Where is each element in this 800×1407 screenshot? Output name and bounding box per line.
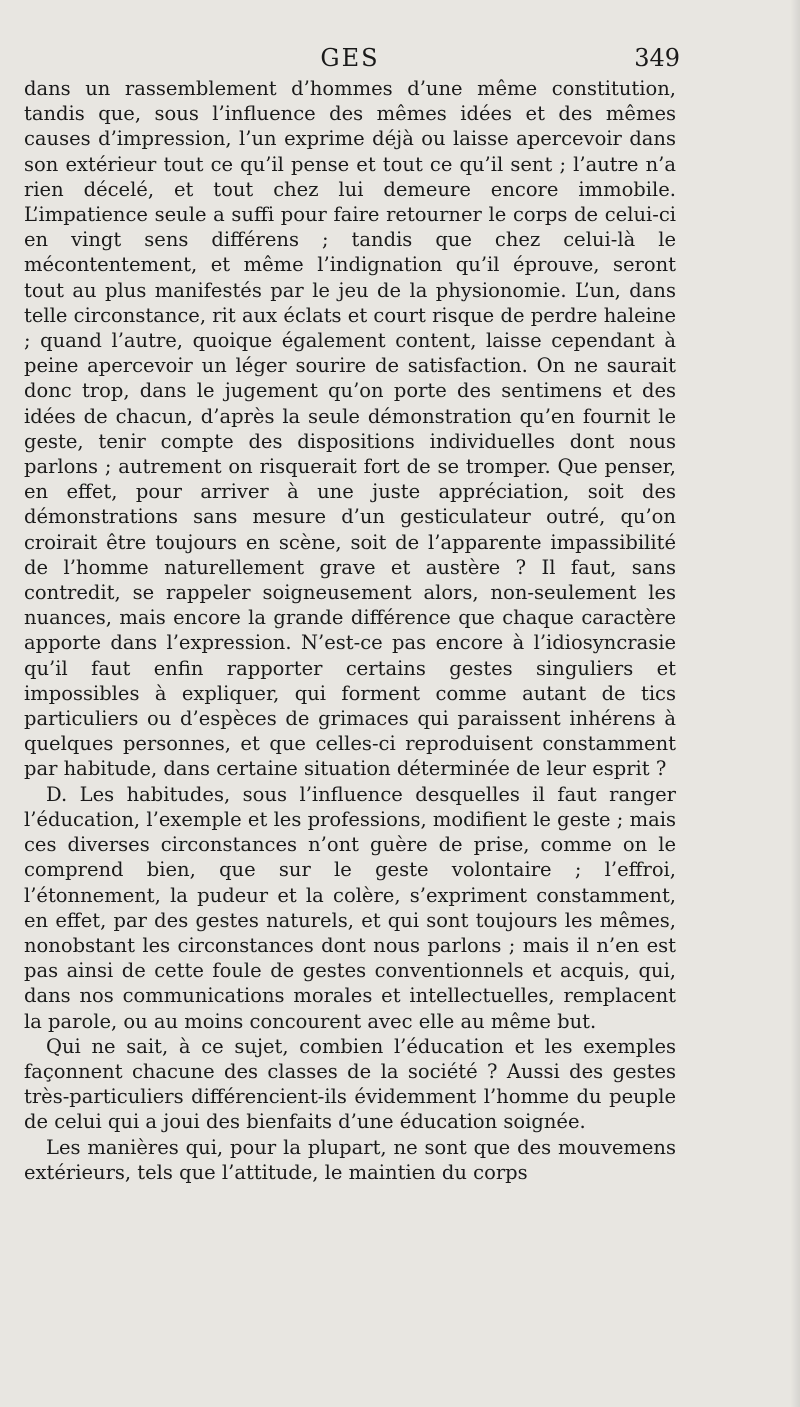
page-header [24,40,680,74]
paragraph-3: Qui ne sait, à ce sujet, combien l’éducation et les exemples façonnent chacune des classes de la société ? Aussi des gestes très-particuliers différencient-ils évidemment l’homme du peuple de celui qui a joui des bienfaits d’une éducation soignée. [24,1034,676,1134]
paragraph-4: Les manières qui, pour la plupart, ne sont que des mouvemens extérieurs, tels que l’attitude, le maintien du corps [24,1135,676,1184]
body-text [24,76,676,1185]
page-edge-shadow [790,0,800,1407]
page-number: 349 [634,44,680,72]
running-head: GES [320,44,380,72]
paragraph-1: dans un rassemblement d’hommes d’une même constitution, tandis que, sous l’influence des mêmes idées et des mêmes causes d’impression, l’un exprime déjà ou laisse apercevoir dans son extérieur tout ce qu’il pense et tout ce qu’il sent ; l’autre n’a rien décelé, et tout chez lui demeure encore immobile. L’impatience seule a suffi pour faire retourner le corps de celui-ci en vingt sens différens ; tandis que chez celui-là le mécontentement, et même l’indignation qu’il éprouve, seront tout au plus manifestés par le jeu de la physionomie. L’un, dans telle circonstance, rit aux éclats et court risque de perdre haleine ; quand l’autre, quoique également content, laisse cependant à peine apercevoir un léger sourire de satisfaction. On ne saurait donc trop, dans le jugement qu’on porte des sentimens et des idées de chacun, d’après la seule démonstration qu’en fournit le geste, tenir compte des dispositions individuelles dont nous parlons ; autrement on risquerait fort de se tromper. Que penser, en effet, pour arriver à une juste appréciation, soit des démonstrations sans mesure d’un gesticulateur outré, qu’on croirait être toujours en scène, soit de l’apparente impassibilité de l’homme naturellement grave et austère ? Il faut, sans contredit, se rappeler soigneusement alors, non-seulement les nuances, mais encore la grande différence que chaque caractère apporte dans l’expression. N’est-ce pas encore à l’idiosyncrasie qu’il faut enfin rapporter certains gestes singuliers et impossibles à expliquer, qui forment comme autant de tics particuliers ou d’espèces de grimaces qui paraissent inhérens à quelques personnes, et que celles-ci reproduisent constamment par habitude, dans certaine situation déterminée de leur esprit ? [24,77,676,781]
paragraph-2: D. Les habitudes, sous l’influence desquelles il faut ranger l’éducation, l’exemple et les professions, modifient le geste ; mais ces diverses circonstances n’ont guère de prise, comme on le comprend bien, que sur le geste volontaire ; l’effroi, l’étonnement, la pudeur et la colère, s’expriment constamment, en effet, par des gestes naturels, et qui sont toujours les mêmes, nonobstant les circonstances dont nous parlons ; mais il n’en est pas ainsi de cette foule de gestes conventionnels et acquis, qui, dans nos communications morales et intellectuelles, remplacent la parole, ou au moins concourent avec elle au même but. [24,782,676,1033]
